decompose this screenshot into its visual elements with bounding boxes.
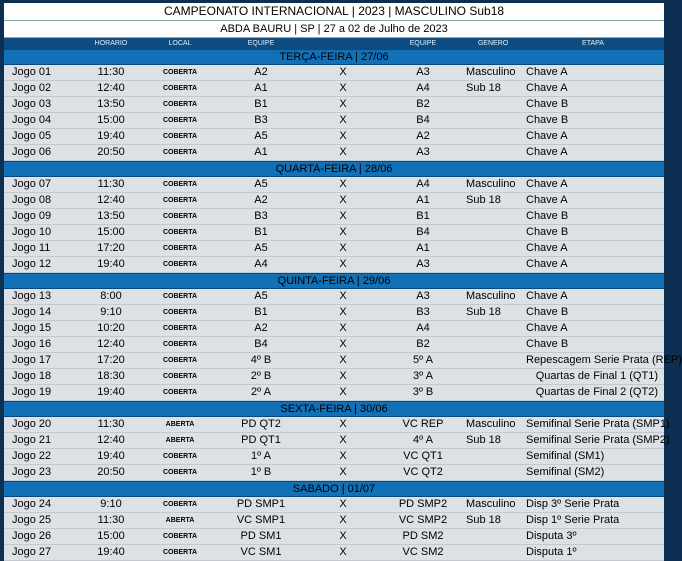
team-home: 2º A: [251, 386, 271, 398]
table-row: [4, 433, 670, 449]
team-away: A4: [416, 178, 430, 190]
table-row: [4, 545, 664, 561]
versus-mark: X: [339, 146, 347, 158]
game-time: 19:40: [97, 386, 125, 398]
team-away: 4º A: [413, 434, 433, 446]
team-home: B1: [254, 306, 268, 318]
versus-mark: X: [339, 322, 347, 334]
versus-mark: X: [339, 82, 347, 94]
game-time: 15:00: [97, 114, 125, 126]
game-number: Jogo 12: [12, 258, 52, 270]
schedule-sheet: [4, 3, 682, 561]
team-home: B3: [254, 210, 268, 222]
game-venue: COBERTA: [162, 309, 198, 316]
game-stage: Chave A: [526, 130, 568, 142]
game-number: Jogo 23: [12, 466, 52, 478]
versus-mark: X: [339, 466, 347, 478]
game-gender: Sub 18: [466, 306, 501, 318]
game-stage: Chave A: [526, 290, 568, 302]
versus-mark: X: [339, 450, 347, 462]
game-gender: [464, 225, 522, 240]
game-stage: Disp 3º Serie Prata: [526, 498, 620, 510]
team-away: B4: [416, 114, 430, 126]
team-away: A4: [416, 82, 430, 94]
game-venue: COBERTA: [162, 469, 198, 476]
game-venue: COBERTA: [162, 101, 198, 108]
team-away: A4: [416, 322, 430, 334]
game-stage: Disputa 3º: [526, 530, 577, 542]
team-away: PD SM2: [402, 530, 444, 542]
team-home: 2º B: [250, 370, 272, 382]
game-number: Jogo 04: [12, 114, 52, 126]
game-time: 11:30: [97, 418, 125, 430]
versus-mark: X: [339, 194, 347, 206]
game-time: 9:10: [100, 306, 122, 318]
table-row: [4, 97, 664, 113]
table-row: [4, 65, 664, 81]
game-number: Jogo 26: [12, 530, 52, 542]
versus-mark: X: [339, 530, 347, 542]
game-stage: Chave A: [526, 322, 568, 334]
game-number: Jogo 21: [12, 434, 52, 446]
game-venue: ABERTA: [165, 517, 195, 524]
game-gender: [464, 337, 522, 352]
table-row: [4, 113, 664, 129]
team-away: A3: [416, 258, 430, 270]
game-time: 20:50: [97, 146, 125, 158]
team-home: A5: [254, 178, 268, 190]
table-row: [4, 81, 664, 97]
table-row: [4, 529, 664, 545]
table-row: [4, 337, 664, 353]
team-away: A1: [416, 242, 430, 254]
versus-mark: X: [339, 546, 347, 558]
team-home: A5: [254, 130, 268, 142]
team-away: A3: [416, 66, 430, 78]
table-row: [4, 465, 664, 481]
team-home: B4: [254, 338, 268, 350]
game-time: 18:30: [97, 370, 125, 382]
table-row: [4, 177, 664, 193]
day-header: SABADO | 01/07: [4, 481, 664, 497]
game-venue: COBERTA: [162, 501, 198, 508]
game-number: Jogo 10: [12, 226, 52, 238]
game-time: 19:40: [97, 450, 125, 462]
game-time: 20:50: [97, 466, 125, 478]
header-jogo: [4, 38, 80, 49]
game-venue: COBERTA: [162, 229, 198, 236]
game-number: Jogo 14: [12, 306, 52, 318]
game-gender: [464, 385, 522, 400]
game-number: Jogo 24: [12, 498, 52, 510]
schedule-body: [4, 49, 682, 561]
versus-mark: X: [339, 130, 347, 142]
sheet-subtitle: ABDA BAURU | SP | 27 a 02 de Julho de 2023: [4, 21, 664, 38]
versus-mark: X: [339, 514, 347, 526]
header-x: [304, 38, 382, 49]
game-gender: Sub 18: [466, 194, 501, 206]
game-stage: Chave A: [526, 66, 568, 78]
table-row: [4, 417, 670, 433]
team-home: 4º B: [250, 354, 272, 366]
game-stage: Disputa 1º: [526, 546, 577, 558]
game-number: Jogo 05: [12, 130, 52, 142]
game-time: 11:30: [97, 66, 125, 78]
team-away: VC SM2: [402, 546, 444, 558]
game-gender: [464, 257, 522, 272]
game-number: Jogo 11: [12, 242, 51, 254]
game-venue: COBERTA: [162, 293, 198, 300]
game-number: Jogo 16: [12, 338, 52, 350]
game-venue: COBERTA: [162, 453, 198, 460]
game-venue: COBERTA: [162, 149, 198, 156]
game-gender: [464, 209, 522, 224]
game-venue: COBERTA: [162, 245, 198, 252]
team-home: B1: [254, 98, 268, 110]
game-stage: Chave A: [526, 82, 568, 94]
table-row: [4, 385, 664, 401]
game-number: Jogo 13: [12, 290, 52, 302]
versus-mark: X: [339, 338, 347, 350]
game-venue: COBERTA: [162, 373, 198, 380]
game-stage: Repescagem Serie Prata (REP): [526, 354, 682, 366]
game-number: Jogo 15: [12, 322, 52, 334]
table-row: [4, 321, 664, 337]
game-gender: [464, 145, 522, 160]
game-number: Jogo 06: [12, 146, 52, 158]
game-gender: Masculino: [466, 498, 516, 510]
sheet-title: CAMPEONATO INTERNACIONAL | 2023 | MASCULINO Sub18: [4, 3, 664, 21]
game-time: 12:40: [97, 338, 125, 350]
game-number: Jogo 08: [12, 194, 52, 206]
game-stage: Chave A: [526, 194, 568, 206]
versus-mark: X: [339, 306, 347, 318]
day-header: QUINTA-FEIRA | 29/06: [4, 273, 664, 289]
team-home: B1: [254, 226, 268, 238]
game-time: 15:00: [97, 530, 125, 542]
game-time: 19:40: [97, 546, 125, 558]
game-gender: [464, 321, 522, 336]
team-away: A3: [416, 290, 430, 302]
game-gender: Sub 18: [466, 82, 501, 94]
game-gender: [464, 353, 522, 368]
team-home: B3: [254, 114, 268, 126]
team-home: VC SMP1: [236, 514, 286, 526]
game-time: 13:50: [97, 98, 125, 110]
team-away: B4: [416, 226, 430, 238]
game-time: 19:40: [97, 258, 125, 270]
game-stage: Semifinal (SM2): [526, 466, 605, 478]
team-home: PD QT2: [241, 418, 281, 430]
day-header: SEXTA-FEIRA | 30/06: [4, 401, 664, 417]
table-row: [4, 145, 664, 161]
game-time: 11:30: [97, 514, 125, 526]
team-away: VC REP: [402, 418, 444, 430]
game-venue: COBERTA: [162, 341, 198, 348]
game-number: Jogo 25: [12, 514, 52, 526]
versus-mark: X: [339, 434, 347, 446]
game-venue: ABERTA: [165, 437, 195, 444]
versus-mark: X: [339, 498, 347, 510]
table-row: [4, 257, 664, 273]
team-away: A2: [416, 130, 430, 142]
game-gender: [464, 369, 522, 384]
team-away: 5º A: [413, 354, 433, 366]
header-horario: HORARIO: [94, 40, 128, 47]
versus-mark: X: [339, 418, 347, 430]
game-stage: Chave B: [526, 306, 569, 318]
game-time: 15:00: [97, 226, 125, 238]
team-away: B2: [416, 338, 430, 350]
team-home: A4: [254, 258, 268, 270]
game-venue: COBERTA: [162, 85, 198, 92]
game-stage: Semifinal Serie Prata (SMP2): [526, 434, 670, 446]
game-time: 13:50: [97, 210, 125, 222]
header-equipe-1: EQUIPE: [247, 40, 275, 47]
game-gender: [464, 529, 522, 544]
game-stage: Disp 1º Serie Prata: [526, 514, 620, 526]
game-stage: Semifinal Serie Prata (SMP1): [526, 418, 670, 430]
versus-mark: X: [339, 114, 347, 126]
game-venue: COBERTA: [162, 133, 198, 140]
versus-mark: X: [339, 386, 347, 398]
game-venue: ABERTA: [165, 421, 195, 428]
team-away: VC SMP2: [398, 514, 448, 526]
table-row: [4, 305, 664, 321]
team-away: VC QT1: [403, 450, 443, 462]
team-home: A5: [254, 290, 268, 302]
game-gender: [464, 113, 522, 128]
team-away: PD SMP2: [398, 498, 448, 510]
game-stage: Chave B: [526, 114, 569, 126]
table-row: [4, 241, 664, 257]
versus-mark: X: [339, 290, 347, 302]
game-time: 11:30: [97, 178, 125, 190]
game-venue: COBERTA: [162, 181, 198, 188]
game-stage: Chave A: [526, 178, 568, 190]
game-time: 12:40: [97, 434, 125, 446]
header-local: LOCAL: [168, 40, 192, 47]
game-stage: Chave B: [526, 226, 569, 238]
game-number: Jogo 19: [12, 386, 52, 398]
game-venue: COBERTA: [162, 261, 198, 268]
team-home: A2: [254, 66, 268, 78]
game-stage: Chave A: [526, 242, 568, 254]
game-stage: Semifinal (SM1): [526, 450, 605, 462]
game-number: Jogo 18: [12, 370, 52, 382]
game-time: 10:20: [97, 322, 125, 334]
day-header: TERÇA-FEIRA | 27/06: [4, 49, 664, 65]
game-gender: [464, 129, 522, 144]
team-away: B3: [416, 306, 430, 318]
versus-mark: X: [339, 178, 347, 190]
game-time: 12:40: [97, 82, 125, 94]
game-venue: COBERTA: [162, 117, 198, 124]
game-time: 12:40: [97, 194, 125, 206]
game-gender: [464, 465, 522, 480]
game-stage: Chave B: [526, 338, 569, 350]
versus-mark: X: [339, 66, 347, 78]
game-number: Jogo 17: [12, 354, 52, 366]
game-stage: Chave B: [526, 98, 569, 110]
game-stage: Quartas de Final 1 (QT1): [535, 370, 658, 382]
game-venue: COBERTA: [162, 213, 198, 220]
team-home: A2: [254, 322, 268, 334]
team-home: A5: [254, 242, 268, 254]
game-gender: Masculino: [466, 290, 516, 302]
game-time: 17:20: [97, 354, 125, 366]
game-time: 17:20: [97, 242, 125, 254]
team-home: PD QT1: [241, 434, 281, 446]
game-venue: COBERTA: [162, 533, 198, 540]
game-gender: [464, 545, 522, 560]
game-time: 9:10: [100, 498, 122, 510]
game-gender: Masculino: [466, 418, 516, 430]
game-gender: Masculino: [466, 178, 516, 190]
game-time: 8:00: [100, 290, 122, 302]
team-away: A3: [416, 146, 430, 158]
table-row: [4, 129, 664, 145]
table-row: [4, 225, 664, 241]
game-gender: Masculino: [466, 66, 516, 78]
versus-mark: X: [339, 98, 347, 110]
team-home: VC SM1: [240, 546, 282, 558]
team-away: 3º A: [413, 370, 433, 382]
team-away: 3º B: [412, 386, 434, 398]
game-gender: [464, 449, 522, 464]
game-gender: Sub 18: [466, 434, 501, 446]
team-away: B1: [416, 210, 430, 222]
game-number: Jogo 02: [12, 82, 52, 94]
table-row: [4, 289, 664, 305]
header-genero: GENERO: [477, 40, 509, 47]
column-header-row: [4, 38, 664, 49]
game-venue: COBERTA: [162, 69, 198, 76]
game-time: 19:40: [97, 130, 125, 142]
team-away: VC QT2: [403, 466, 443, 478]
game-stage: Quartas de Final 2 (QT2): [535, 386, 658, 398]
versus-mark: X: [339, 226, 347, 238]
game-venue: COBERTA: [162, 357, 198, 364]
versus-mark: X: [339, 258, 347, 270]
game-venue: COBERTA: [162, 325, 198, 332]
table-row: [4, 369, 664, 385]
team-home: A2: [254, 194, 268, 206]
game-venue: COBERTA: [162, 197, 198, 204]
team-home: PD SMP1: [236, 498, 286, 510]
team-away: A1: [416, 194, 430, 206]
game-number: Jogo 01: [12, 66, 52, 78]
game-stage: Chave A: [526, 258, 568, 270]
game-number: Jogo 20: [12, 418, 52, 430]
game-gender: [464, 241, 522, 256]
game-number: Jogo 09: [12, 210, 52, 222]
game-venue: COBERTA: [162, 389, 198, 396]
team-home: A1: [254, 146, 268, 158]
table-row: [4, 449, 664, 465]
team-home: 1º A: [251, 450, 271, 462]
table-row: [4, 193, 664, 209]
game-gender: Sub 18: [466, 514, 501, 526]
game-venue: COBERTA: [162, 549, 198, 556]
game-number: Jogo 03: [12, 98, 52, 110]
game-number: Jogo 27: [12, 546, 52, 558]
game-gender: [464, 97, 522, 112]
versus-mark: X: [339, 210, 347, 222]
table-row: [4, 353, 682, 369]
game-stage: Chave B: [526, 210, 569, 222]
day-header: QUARTA-FEIRA | 28/06: [4, 161, 664, 177]
team-home: 1º B: [250, 466, 272, 478]
versus-mark: X: [339, 242, 347, 254]
team-home: A1: [254, 82, 268, 94]
game-number: Jogo 22: [12, 450, 52, 462]
team-away: B2: [416, 98, 430, 110]
game-stage: Chave A: [526, 146, 568, 158]
versus-mark: X: [339, 354, 347, 366]
header-equipe-2: EQUIPE: [409, 40, 437, 47]
header-etapa: ETAPA: [582, 40, 604, 47]
table-row: [4, 209, 664, 225]
game-number: Jogo 07: [12, 178, 52, 190]
table-row: [4, 497, 664, 513]
versus-mark: X: [339, 370, 347, 382]
table-row: [4, 513, 664, 529]
team-home: PD SM1: [240, 530, 282, 542]
